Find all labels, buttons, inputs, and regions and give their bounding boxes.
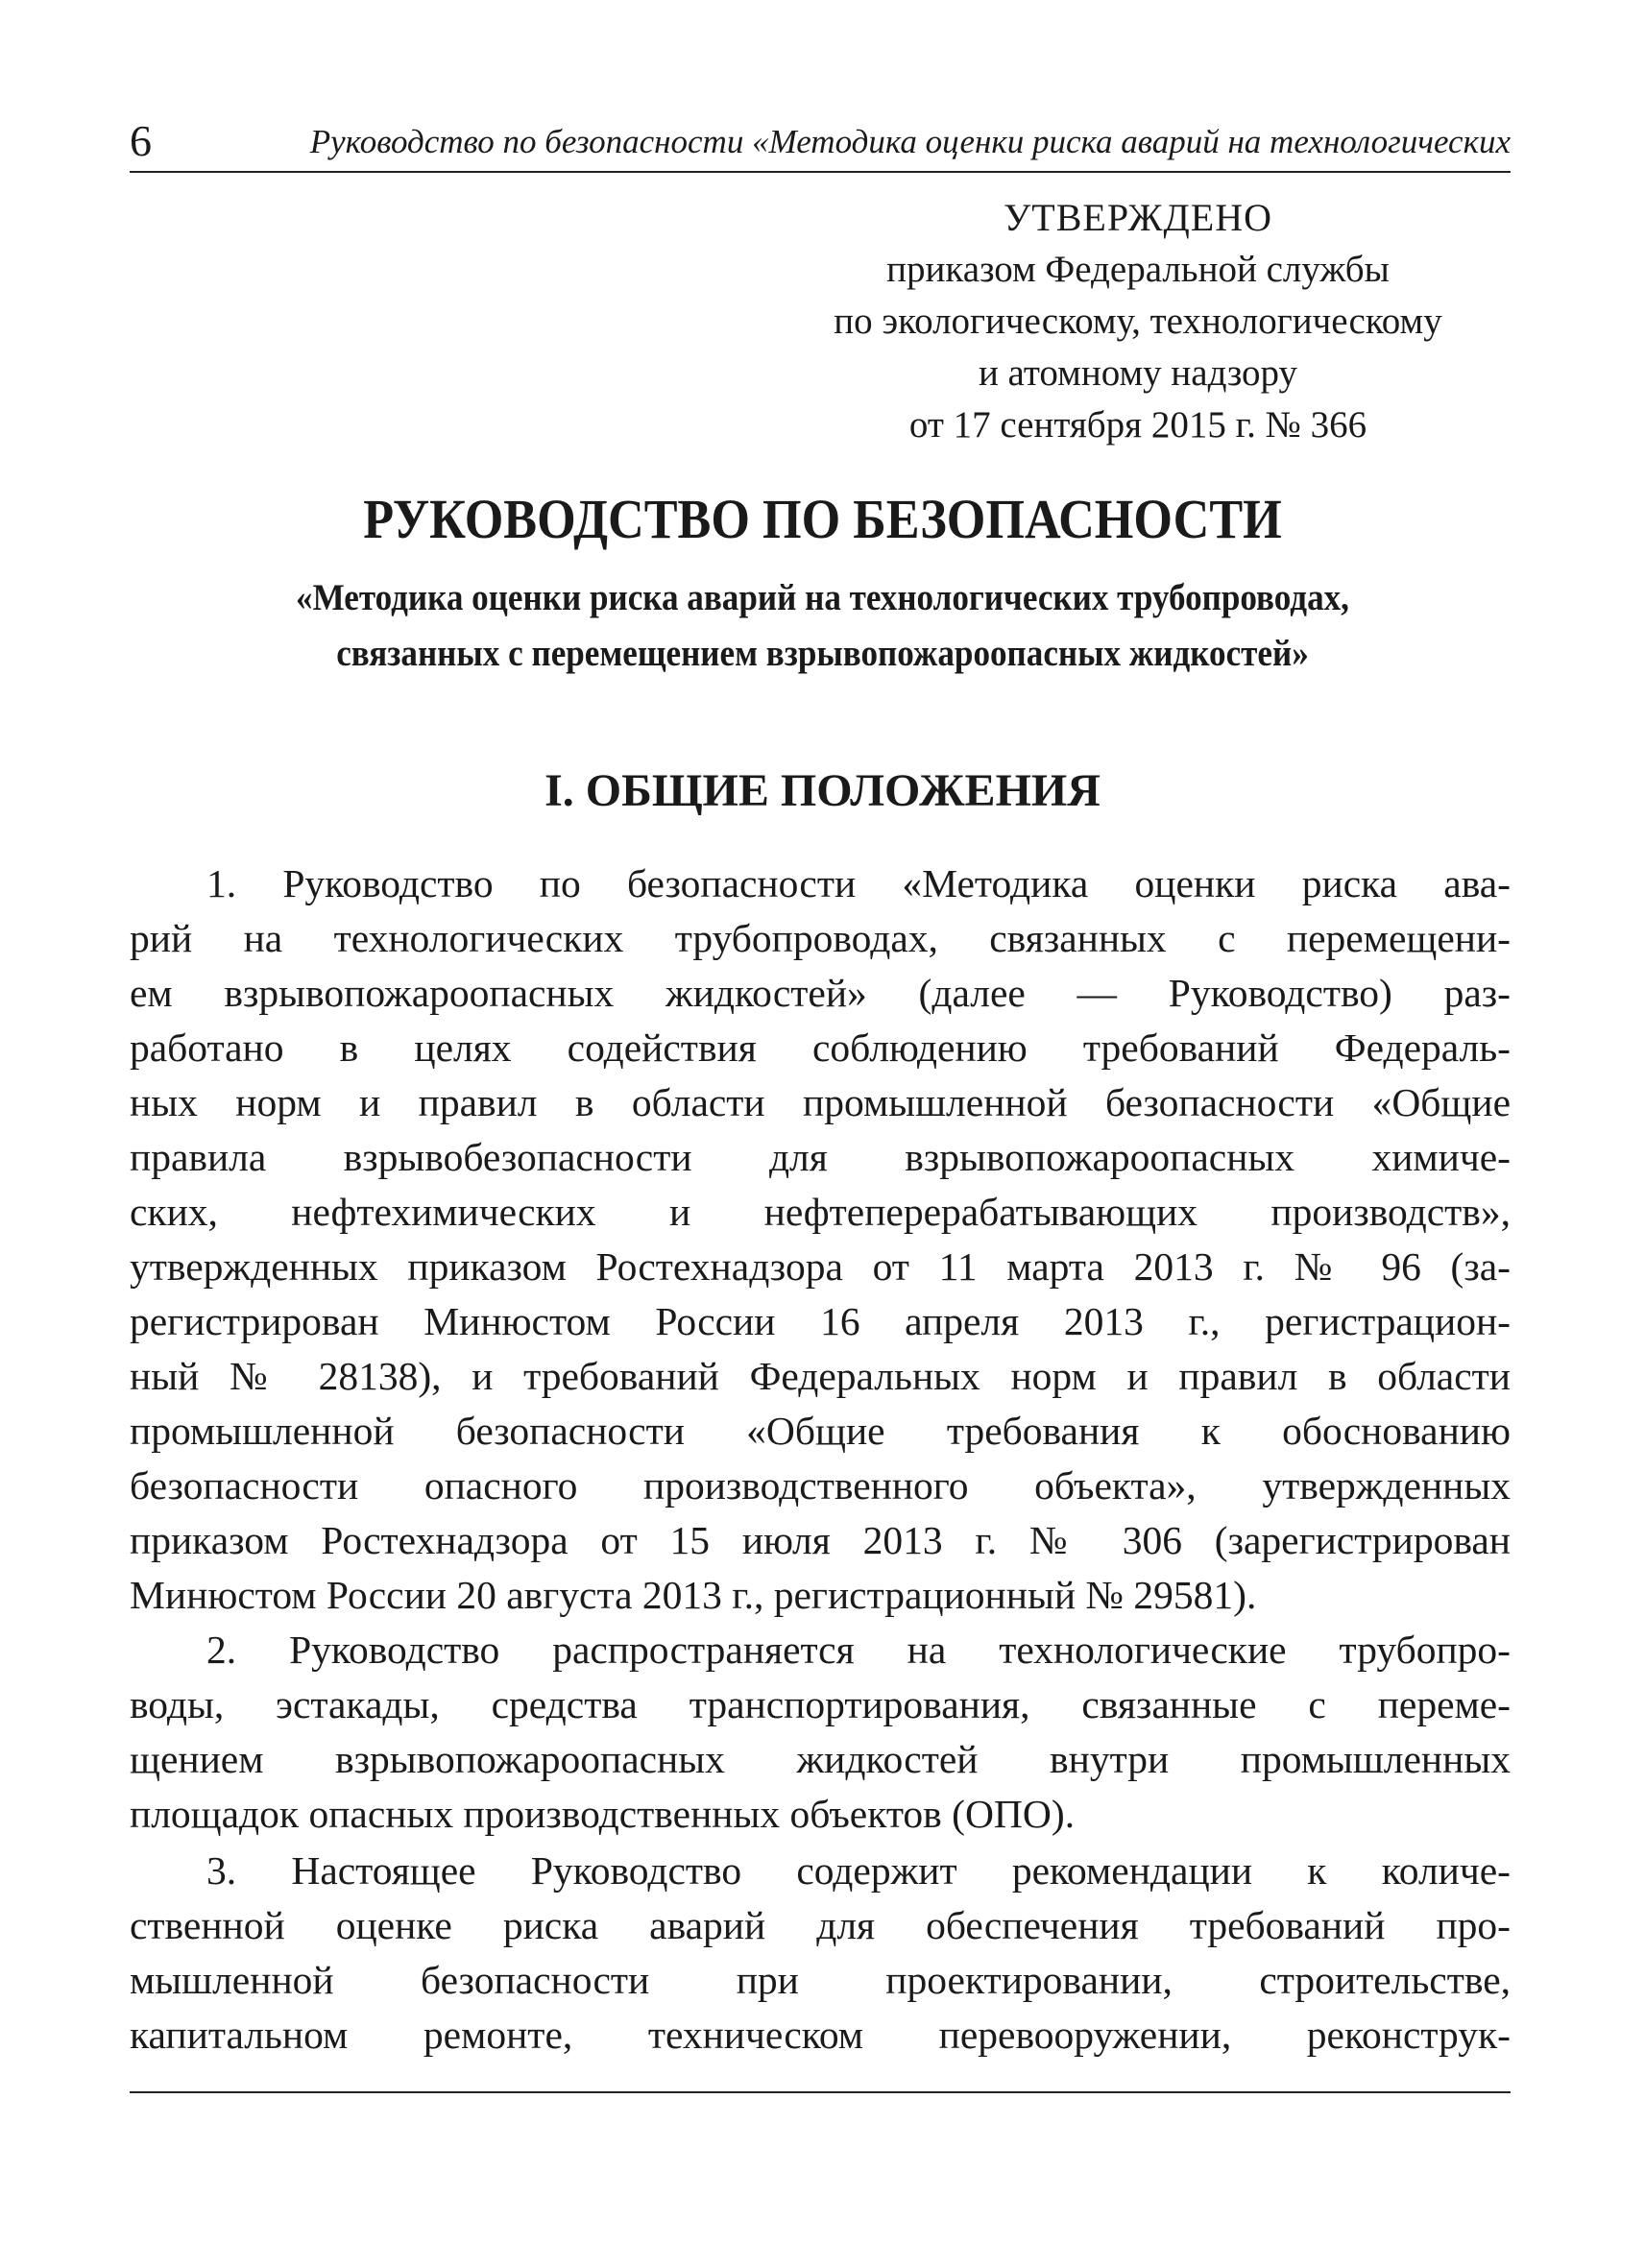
body-line: утвержденных приказом Ростехнадзора от 11 марта 2013 г. № 96 (за- [130, 1244, 1511, 1289]
body-line: регистрирован Минюстом России 16 апреля 2013 г., регистрацион- [130, 1299, 1511, 1343]
body-line: воды, эстакады, средства транспортирования, связанные с переме- [130, 1682, 1511, 1726]
body-line: щением взрывопожароопасных жидкостей внутри промышленных [130, 1737, 1511, 1781]
approval-line: и атомному надзору [978, 352, 1298, 394]
approval-line: приказом Федеральной службы [886, 249, 1390, 290]
body-line: приказом Ростехнадзора от 15 июля 2013 г. № 306 (зарегистрирован [130, 1518, 1511, 1562]
body-line: работано в целях содействия соблюдению требований Федераль- [130, 1025, 1511, 1070]
body-line: безопасности опасного производственного объекта», утвержденных [130, 1463, 1511, 1508]
body-line: капитальном ремонте, техническом перевооружении, реконструк- [130, 2013, 1511, 2057]
approval-block [701, 192, 1575, 451]
approval-line: по экологическому, технологическому [834, 301, 1442, 342]
document-title: РУКОВОДСТВО ПО БЕЗОПАСНОСТИ [363, 488, 1282, 550]
body-line: ный № 28138), и требований Федеральных норм и правил в области [130, 1354, 1511, 1398]
body-line: правила взрывобезопасности для взрывопожароопасных химиче- [130, 1135, 1511, 1179]
subtitle-line: «Методика оценки риска аварий на технологических трубопроводах, [296, 577, 1349, 618]
body-line: ских, нефтехимических и нефтеперерабатывающих производств», [130, 1190, 1511, 1234]
section-heading: I. ОБЩИЕ ПОЛОЖЕНИЯ [544, 765, 1101, 816]
document-subtitle [83, 570, 1563, 682]
body-line: площадок опасных производственных объектов (ОПО). [130, 1792, 1076, 1836]
running-title: Руководство по безопасности «Методика оценки риска аварий на технологических [309, 123, 1511, 160]
approval-line: от 17 сентября 2015 г. № 366 [908, 404, 1367, 446]
body-line: ственной оценке риска аварий для обеспечения требований про- [130, 1903, 1511, 1947]
body-line: мышленной безопасности при проектировании, строительстве, [130, 1958, 1511, 2002]
body-line: 1. Руководство по безопасности «Методика оценки риска ава- [206, 861, 1511, 905]
footer-rule [130, 2091, 1511, 2093]
header-rule [130, 171, 1511, 173]
body-line: ем взрывопожароопасных жидкостей» (далее — Руководство) раз- [130, 971, 1511, 1015]
body-line: ных норм и правил в области промышленной безопасности «Общие [130, 1080, 1511, 1124]
body-line: промышленной безопасности «Общие требования к обоснованию [130, 1409, 1511, 1453]
approval-heading: УТВЕРЖДЕНО [1003, 196, 1273, 239]
subtitle-line: связанных с перемещением взрывопожароопасных жидкостей» [336, 633, 1309, 674]
body-line: 3. Настоящее Руководство содержит рекомендации к количе- [206, 1848, 1511, 1893]
body-line: рий на технологических трубопроводах, связанных с перемещени- [130, 916, 1511, 960]
body-line: Минюстом России 20 августа 2013 г., регистрационный № 29581). [130, 1573, 1257, 1617]
page-number: 6 [130, 116, 152, 165]
body-line: 2. Руководство распространяется на технологические трубопро- [206, 1628, 1511, 1672]
